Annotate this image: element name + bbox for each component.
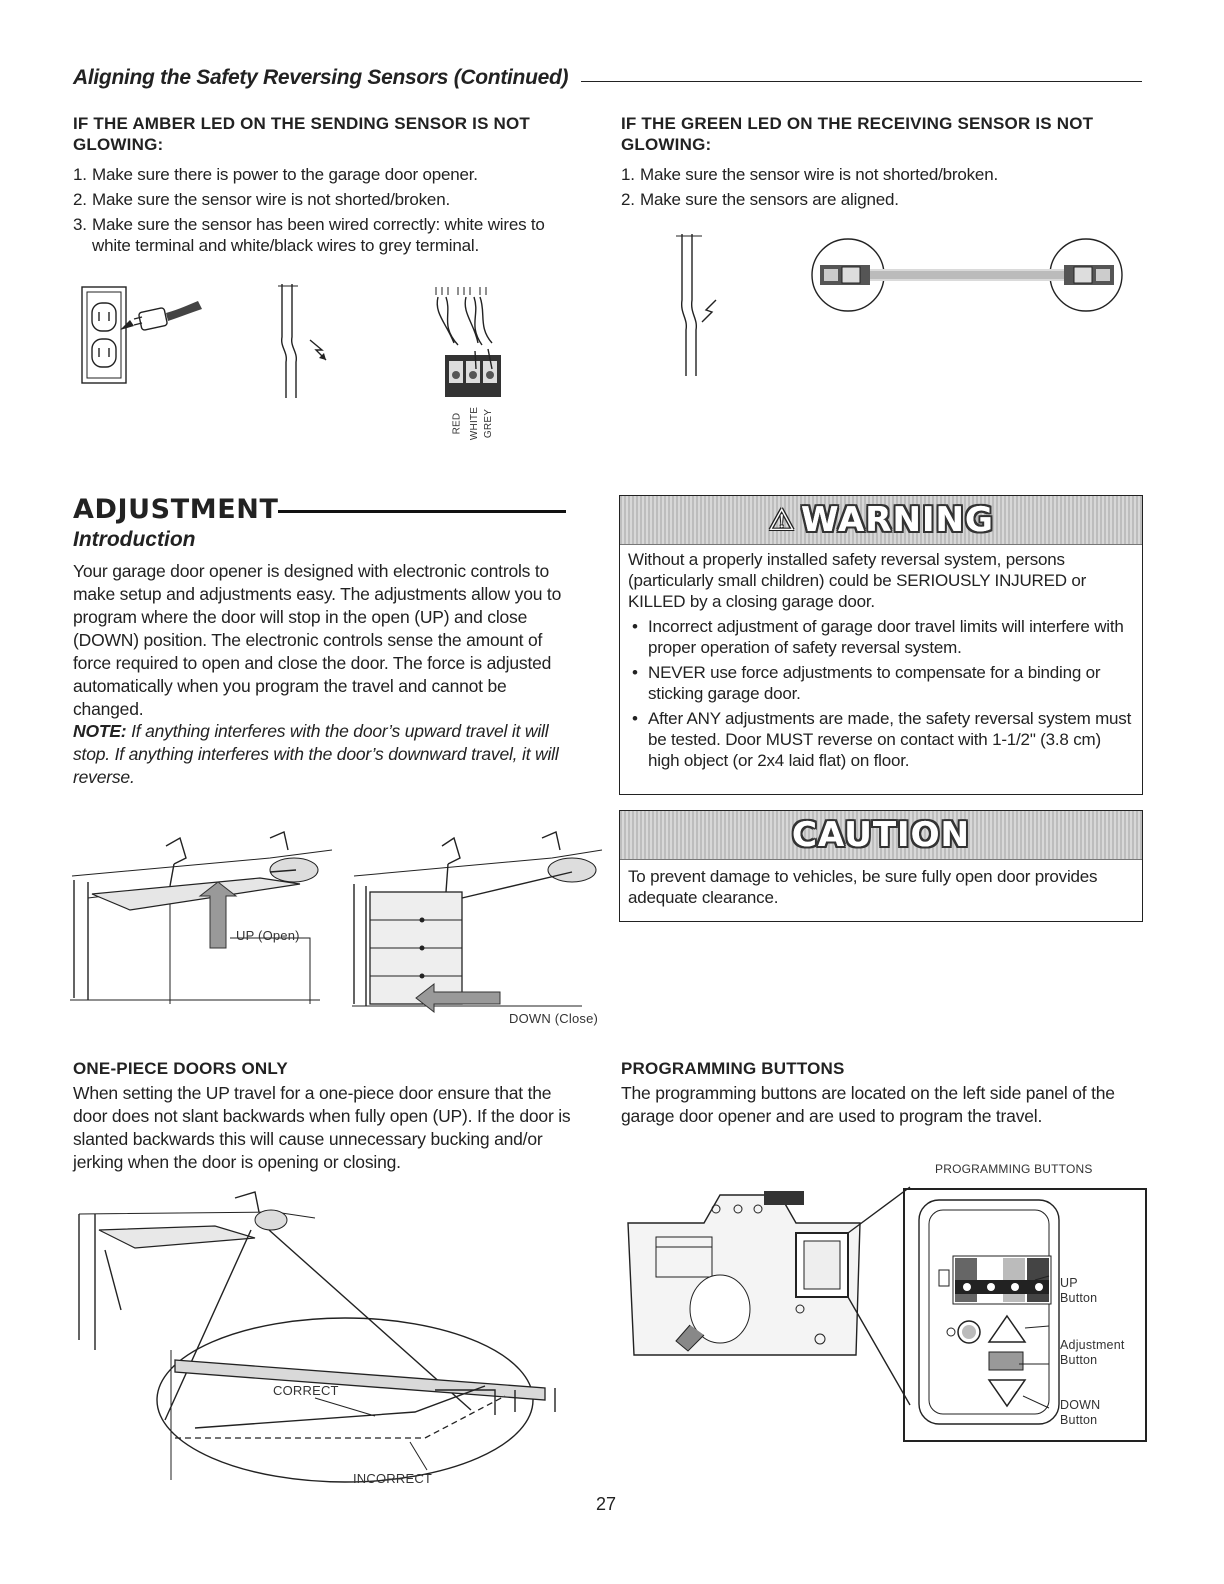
introduction-heading: Introduction — [73, 528, 196, 551]
list-item: 1. Make sure there is power to the garage door opener. — [73, 165, 478, 184]
amber-led-heading: IF THE AMBER LED ON THE SENDING SENSOR IS NOT GLOWING: — [73, 114, 531, 154]
sensor-wire-illustration-2 — [672, 230, 752, 380]
warning-body: Without a properly installed safety reversal system, persons (particularly small children) could be SERIOUSLY INJURED or KILLED by a closing garage door. • Incorrect adjustment of garage door travel limits will interfere with proper operation of safety reversal system. • NEVER use force adjustments to compensate for a binding or sticking garage door. • After ANY adjustments are made, the safety reversal system must be tested. Door MUST reverse on contact with 1-1/2" (3.8 cm) high object (or 2x4 laid flat) on floor. — [620, 545, 1142, 771]
terminal-labels: RED WHITE GREY — [451, 406, 495, 441]
caution-text: To prevent damage to vehicles, be sure fully open door provides adequate clearance. — [628, 867, 1098, 907]
list-item: 3. Make sure the sensor has been wired correctly: white wires to white terminal and white/black wires to grey terminal. — [73, 215, 545, 255]
warning-bullets — [628, 616, 1134, 771]
correct-label: CORRECT — [273, 1383, 339, 1398]
up-button-label: UP Button — [1060, 1276, 1098, 1305]
programming-heading: PROGRAMMING BUTTONS — [621, 1059, 845, 1078]
warning-box — [619, 495, 1143, 795]
door-down-illustration — [352, 828, 612, 1028]
adjustment-button-label: Adjustment Button — [1060, 1338, 1125, 1367]
down-close-label: DOWN (Close) — [509, 1011, 599, 1026]
warning-banner: ⚠ WARNING — [620, 496, 1142, 545]
list-item: • NEVER use force adjustments to compensate for a binding or sticking garage door. — [628, 662, 1134, 704]
section-title: Aligning the Safety Reversing Sensors (Continued) — [73, 66, 569, 89]
power-outlet-illustration — [80, 285, 220, 390]
list-item: • Incorrect adjustment of garage door travel limits will interfere with proper operation of safety reversal system. — [628, 616, 1134, 658]
down-button-label: DOWN Button — [1060, 1398, 1101, 1427]
one-piece-door-illustration — [75, 1190, 595, 1490]
amber-led-steps — [73, 164, 573, 260]
door-up-illustration — [70, 828, 340, 1008]
programming-panel-illustration — [915, 1196, 1065, 1428]
list-item: • After ANY adjustments are made, the safety reversal system must be tested. Door MUST reverse on contact with 1-1/2" (3.8 cm) high object (or 2x4 laid flat) on floor. — [628, 708, 1134, 771]
list-item: 1. Make sure the sensor wire is not shorted/broken. — [621, 165, 998, 184]
caution-box — [619, 810, 1143, 922]
programming-figure-title: PROGRAMMING BUTTONS — [935, 1162, 1093, 1176]
up-open-label: UP (Open) — [236, 928, 300, 943]
caution-banner: CAUTION — [620, 811, 1142, 860]
list-item: 2. Make sure the sensors are aligned. — [621, 190, 899, 209]
incorrect-label: INCORRECT — [353, 1471, 433, 1486]
adjustment-rule — [278, 510, 566, 513]
sensor-wire-illustration — [270, 282, 350, 402]
one-piece-body: When setting the UP travel for a one-piece door ensure that the door does not slant backwards when fully open (UP). If the door is slanted backwards this will cause unnecessary bucking and/or jerking when the door is opening or closing. — [73, 1083, 571, 1172]
page-number: 27 — [596, 1494, 617, 1514]
adjustment-heading: ADJUSTMENT — [73, 494, 279, 525]
programming-body: The programming buttons are located on the left side panel of the garage door opener and are used to program the travel. — [621, 1083, 1115, 1126]
sensor-alignment-illustration — [808, 235, 1128, 325]
warning-triangle-icon: ⚠ — [768, 502, 795, 538]
green-led-heading: IF THE GREEN LED ON THE RECEIVING SENSOR IS NOT GLOWING: — [621, 114, 1094, 154]
list-item: 2. Make sure the sensor wire is not shorted/broken. — [73, 190, 450, 209]
one-piece-heading: ONE-PIECE DOORS ONLY — [73, 1059, 288, 1078]
introduction-body: Your garage door opener is designed with electronic controls to make setup and adjustments easy. The adjustments allow you to program where the door will stop in the open (UP) and close (DOWN) position. The electronic controls sense the amount of force required to open and close the door. The force is adjusted automatically when you program the travel and cannot be changed. — [73, 561, 562, 719]
introduction-note: NOTE: If anything interferes with the door’s upward travel it will stop. If anything interferes with the door’s downward travel, it will reverse. — [73, 721, 559, 787]
green-led-steps — [621, 164, 1121, 214]
header-rule — [581, 81, 1142, 82]
opener-illustration — [620, 1185, 880, 1365]
